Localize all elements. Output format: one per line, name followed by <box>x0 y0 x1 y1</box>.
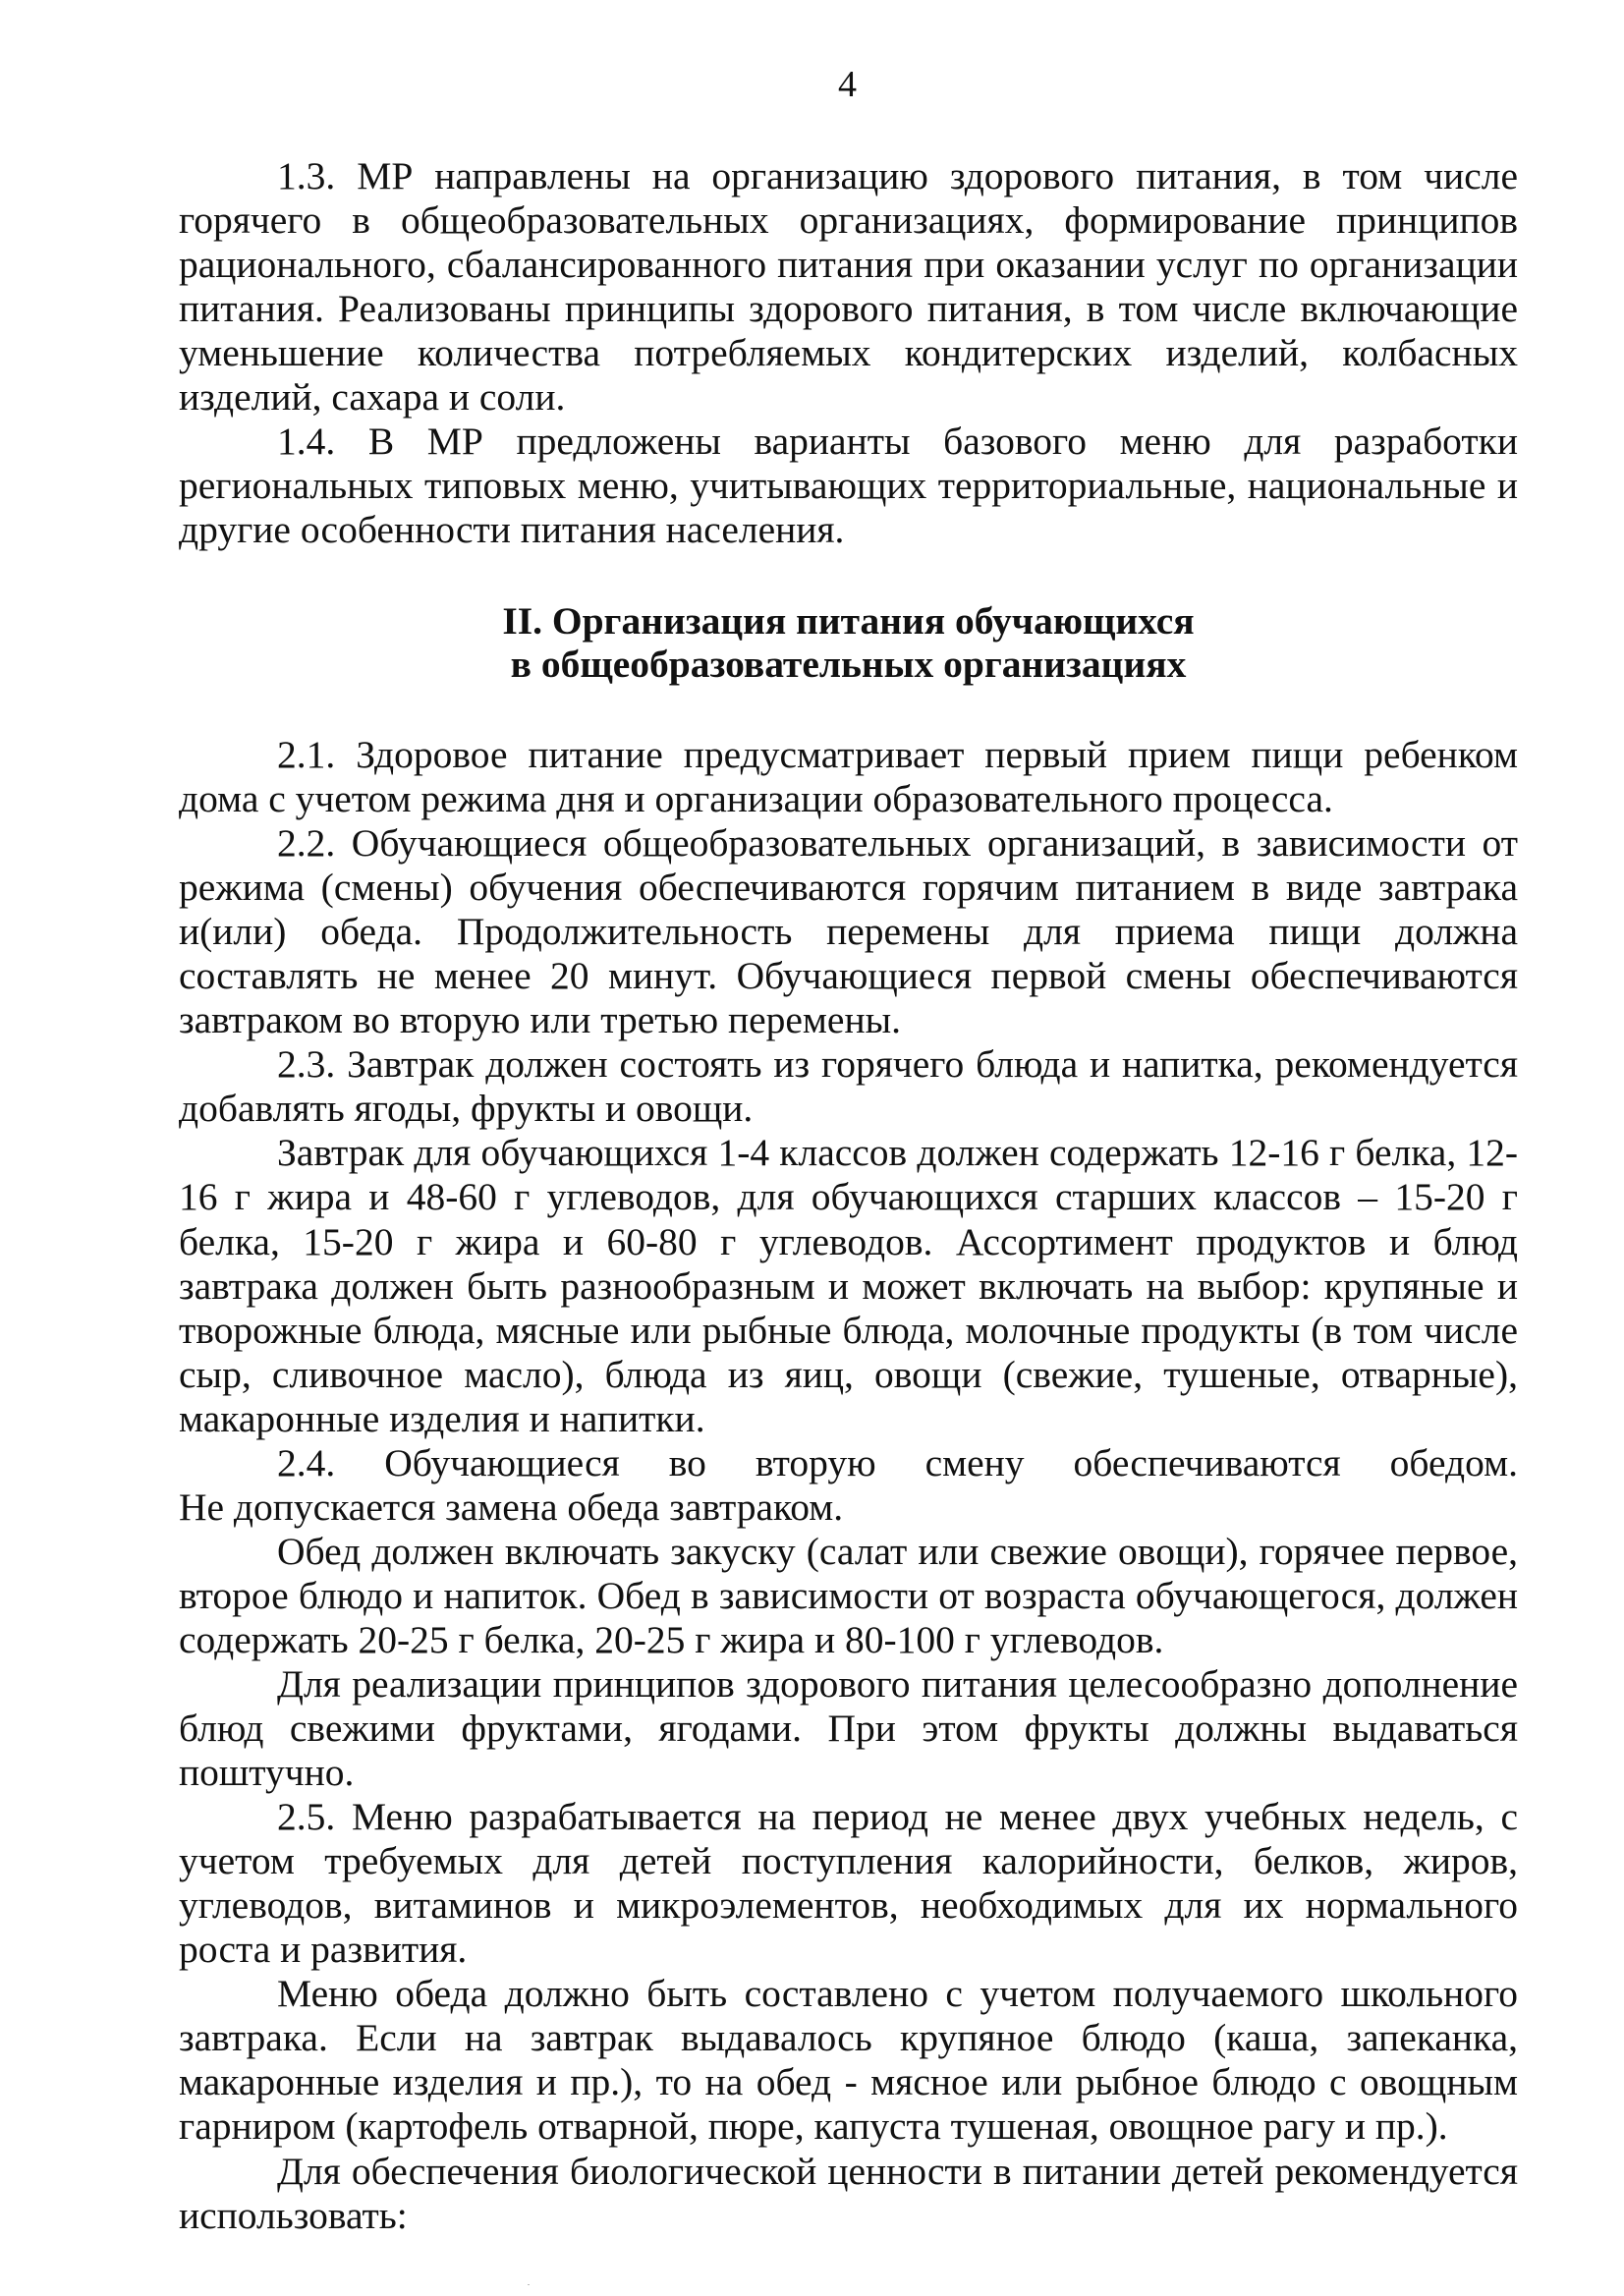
text-line: горячего в общеобразовательных организациях, формирование принципов <box>179 198 1518 243</box>
section-2-body <box>179 733 1518 2238</box>
paragraph-lunch-menu <box>179 1972 1518 2149</box>
text-line: региональных типовых меню, учитывающих территориальные, национальные и <box>179 464 1518 508</box>
paragraph-biological-value <box>179 2150 1518 2238</box>
text-line: 2.2. Обучающиеся общеобразовательных организаций, в зависимости от <box>277 821 1518 866</box>
text-line: рационального, сбалансированного питания при оказании услуг по организации <box>179 243 1518 287</box>
text-line: макаронные изделия и напитки. <box>179 1396 705 1440</box>
paragraph-breakfast-norms <box>179 1131 1518 1440</box>
text-line: поштучно. <box>179 1751 355 1795</box>
section-1-body <box>179 154 1518 552</box>
text-line: составлять не менее 20 минут. Обучающиеся первой смены обеспечиваются <box>179 954 1518 998</box>
text-line: уменьшение количества потребляемых кондитерских изделий, колбасных <box>179 331 1518 375</box>
paragraph-2-4 <box>179 1441 1518 1530</box>
text-line: дома с учетом режима дня и организации образовательного процесса. <box>179 777 1333 821</box>
text-line: Не допускается замена обеда завтраком. <box>179 1484 844 1529</box>
text-line: белка, 15-20 г жира и 60-80 г углеводов. Ассортимент продуктов и блюд <box>179 1219 1518 1263</box>
paragraph-1-4 <box>179 420 1518 552</box>
section-heading-line-2: в общеобразовательных организациях <box>510 643 1187 686</box>
text-line: завтраком во вторую или третью перемены. <box>179 998 901 1042</box>
text-line: 2.4. Обучающиеся во вторую смену обеспечиваются обедом. <box>277 1440 1518 1484</box>
text-line: учетом требуемых для детей поступления калорийности, белков, жиров, <box>179 1839 1518 1883</box>
text-line: содержать 20-25 г белка, 20-25 г жира и 80-100 г углеводов. <box>179 1617 1164 1661</box>
text-line: второе блюдо и напиток. Обед в зависимости от возраста обучающегося, должен <box>179 1573 1518 1617</box>
text-line: питания. Реализованы принципы здорового питания, в том числе включающие <box>179 287 1518 331</box>
text-line: 16 г жира и 48-60 г углеводов, для обучающихся старших классов – 15-20 г <box>179 1175 1518 1219</box>
paragraph-2-3 <box>179 1042 1518 1131</box>
text-line: 1.4. В МР предложены варианты базового меню для разработки <box>277 420 1518 464</box>
text-line: гарниром (картофель отварной, пюре, капуста тушеная, овощное рагу и пр.). <box>179 2104 1448 2149</box>
text-line: Завтрак для обучающихся 1-4 классов должен содержать 12-16 г белка, 12- <box>277 1131 1518 1175</box>
text-line: и(или) обеда. Продолжительность перемены для приема пищи должна <box>179 910 1518 954</box>
text-line: Для обеспечения биологической ценности в питании детей рекомендуется <box>277 2149 1518 2193</box>
text-line: 2.1. Здоровое питание предусматривает первый прием пищи ребенком <box>277 733 1518 776</box>
text-line: использовать: <box>179 2193 408 2237</box>
text-line: 1.3. МР направлены на организацию здорового питания, в том числе <box>277 154 1518 197</box>
section-heading-line-1: II. Организация питания обучающихся <box>502 599 1195 643</box>
text-line: сыр, сливочное масло), блюда из яиц, овощи (свежие, тушеные, отварные), <box>179 1352 1518 1396</box>
text-line: завтрака должен быть разнообразным и может включать на выбор: крупяные и <box>179 1263 1518 1308</box>
text-line: блюд свежими фруктами, ягодами. При этом фрукты должны выдаваться <box>179 1707 1518 1751</box>
text-line: творожные блюда, мясные или рыбные блюда, молочные продукты (в том числе <box>179 1308 1518 1352</box>
text-line: завтрака. Если на завтрак выдавалось крупяное блюдо (каша, запеканка, <box>179 2016 1518 2060</box>
paragraph-lunch-norms <box>179 1530 1518 1662</box>
paragraph-fresh-fruits <box>179 1662 1518 1795</box>
paragraph-1-3 <box>179 154 1518 420</box>
page-number: 4 <box>838 64 857 105</box>
text-line: Обед должен включать закуску (салат или свежие овощи), горячее первое, <box>277 1529 1518 1573</box>
text-line: изделий, сахара и соли. <box>179 375 566 420</box>
paragraph-2-2 <box>179 821 1518 1042</box>
text-line: углеводов, витаминов и микроэлементов, необходимых для их нормального <box>179 1883 1518 1928</box>
paragraph-2-1 <box>179 733 1518 821</box>
text-line: макаронные изделия и пр.), то на обед - мясное или рыбное блюдо с овощным <box>179 2060 1518 2104</box>
text-line: роста и развития. <box>179 1928 468 1972</box>
text-line: режима (смены) обучения обеспечиваются горячим питанием в виде завтрака <box>179 866 1518 910</box>
text-line: Меню обеда должно быть составлено с учетом получаемого школьного <box>277 1972 1518 2016</box>
text-line: Для реализации принципов здорового питания целесообразно дополнение <box>277 1661 1518 1706</box>
paragraph-2-5 <box>179 1795 1518 1972</box>
text-line: 2.5. Меню разрабатывается на период не менее двух учебных недель, с <box>277 1795 1518 1839</box>
text-line: 2.3. Завтрак должен состоять из горячего блюда и напитка, рекомендуется <box>277 1042 1518 1087</box>
text-line: другие особенности питания населения. <box>179 508 845 552</box>
scan-speck <box>528 2284 530 2285</box>
text-line: добавлять ягоды, фрукты и овощи. <box>179 1087 754 1131</box>
section-heading <box>179 599 1518 686</box>
